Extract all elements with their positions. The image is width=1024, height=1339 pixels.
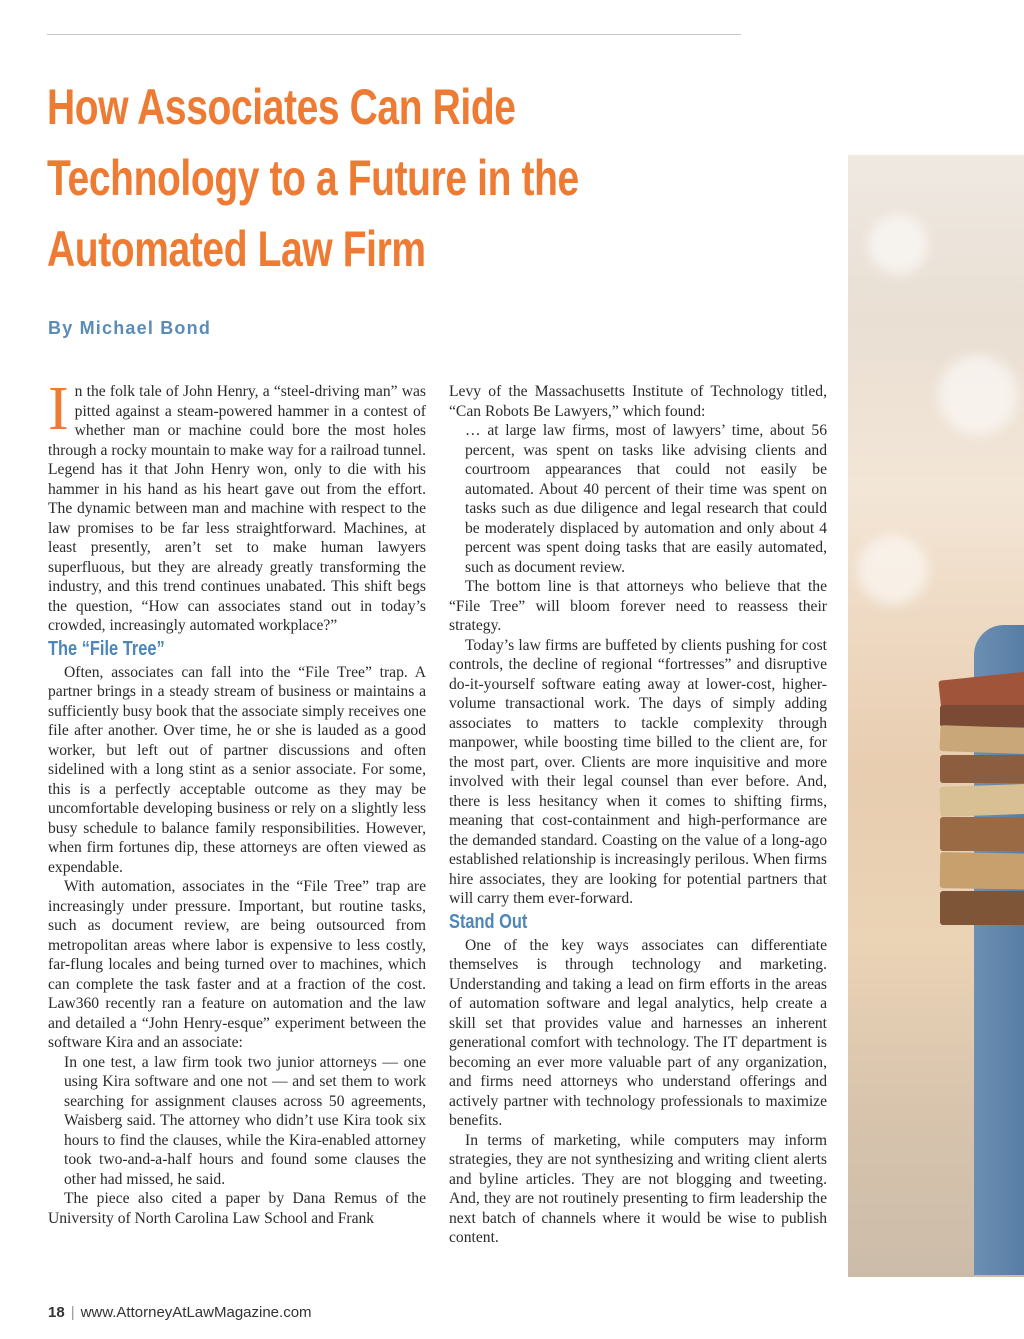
- subhead-stand-out: Stand Out: [449, 910, 528, 933]
- paragraph: One of the key ways associates can differentiate themselves is through technology and marketing. Understanding and taking a lead on firm efforts in the areas of automation software and legal analytics, help create a skill set that provides value and harnesses an inherent generational comfort with technology. The IT department is becoming an ever more valuable part of any organization, and firms need attorneys who understand offerings and actively partner with technology professionals to maximize benefits.: [449, 936, 827, 1129]
- photo-folder: [940, 817, 1024, 851]
- photo-bokeh: [938, 355, 1018, 435]
- block-quote: … at large law firms, most of lawyers’ time, about 56 percent, was spent on tasks like advising clients and courtroom appearances that could not easily be automated. About 40 percent of their time was spent on tasks such as due diligence and legal research that could be moderately displaced by automation and only about 4 percent was spent doing tasks that are easily automated, such as document review.: [465, 422, 827, 576]
- intro-text: n the folk tale of John Henry, a “steel-driving man” was pitted against a steam-powered hammer in a contest of whether man or machine could bore the most holes through a rocky mountain to make way for a railroad tunnel. Legend has it that John Henry won, only to die with his hammer in his hand as his heart gave out from the effort. The dynamic between man and machine with respect to the law promises to be far less straightforward. Machines, at least presently, aren’t set to make human lawyers superfluous, but they are already greatly transforming the industry, and this trend continues unabated. This shift begs the question, “How can associates stand out in today’s crowded, increasingly automated workplace?”: [48, 383, 426, 634]
- page-footer: [48, 1304, 312, 1321]
- photo-folder: [940, 891, 1024, 925]
- footer-divider: |: [70, 1304, 75, 1321]
- photo-folder: [940, 725, 1024, 755]
- byline: By Michael Bond: [48, 318, 212, 338]
- photo-file-stack: [940, 675, 1024, 925]
- article-photo: [848, 155, 1024, 1277]
- paragraph: Often, associates can fall into the “File Tree” trap. A partner brings in a steady stream of business or maintains a sufficiently busy book that the associate simply receives one file after another. Over time, he or she is lauded as a good worker, but left out of partner discussions and often sidelined with a long stint as a senior associate. For some, this is a perfectly acceptable outcome as they may be uncomfortable developing business or rely on a slightly less busy schedule to balance family responsibilities. However, when firm fortunes dip, these attorneys are often viewed as expendable.: [48, 663, 426, 876]
- photo-folder: [940, 783, 1024, 817]
- intro-paragraph: [48, 375, 426, 636]
- paragraph: Levy of the Massachusetts Institute of Technology titled, “Can Robots Be Lawyers,” which found:: [449, 383, 827, 420]
- article-title: How Associates Can Ride Technology to a Future in the Automated Law Firm: [47, 79, 579, 277]
- paragraph: With automation, associates in the “File Tree” trap are increasingly under pressure. Important, but routine tasks, such as document review, are being outsourced from metropolitan areas where labor is expensive to less costly, far-flung locales and being turned over to machines, which can complete the task faster and at a fraction of the cost. Law360 recently ran a feature on automation and the law and detailed a “John Henry-esque” experiment between the software Kira and an associate:: [48, 878, 426, 1051]
- paragraph: Today’s law firms are buffeted by clients pushing for cost controls, the decline of regional “fortresses” and disruptive do-it-yourself software eating away at lower-cost, higher-volume transactional work. The days of simply adding associates to matters to tackle complexity through manpower, while boosting time billed to the client are, for the most part, over. Clients are more inquisitive and more involved with their legal counsel than ever before. And, there is less hesitancy when it comes to shifting firms, meaning that cost-containment and high-performance are the demanded standard. Coasting on the value of a long-ago established relationship is increasingly perilous. When firms hire associates, they are looking for potential partners that will carry them ever-forward.: [449, 636, 827, 907]
- footer-website[interactable]: www.AttorneyAtLawMagazine.com: [80, 1304, 312, 1321]
- top-rule: [47, 34, 741, 35]
- photo-bokeh: [868, 215, 928, 275]
- drop-cap: I: [48, 375, 69, 443]
- photo-folder: [940, 755, 1024, 783]
- paragraph: The piece also cited a paper by Dana Remus of the University of North Carolina Law School and Frank: [48, 1190, 426, 1227]
- left-column: [48, 375, 426, 1228]
- photo-folder: [940, 705, 1024, 727]
- subhead-file-tree: The “File Tree”: [48, 637, 165, 660]
- photo-bokeh: [858, 535, 928, 605]
- page-number: 18: [48, 1304, 65, 1321]
- paragraph: The bottom line is that attorneys who believe that the “File Tree” will bloom forever need to reassess their strategy.: [449, 578, 827, 634]
- photo-folder: [940, 852, 1024, 890]
- paragraph: In terms of marketing, while computers may inform strategies, they are not synthesizing and writing client alerts and byline articles. They are not blogging and tweeting. And, they are not routinely presenting to firm leadership the next batch of channels where it would be wise to publish content.: [449, 1131, 827, 1246]
- right-column: [449, 382, 827, 1248]
- block-quote: In one test, a law firm took two junior attorneys — one using Kira software and one not — and set them to work searching for assignment clauses across 50 agreements, Waisberg said. The attorney who didn’t use Kira took six hours to find the clauses, while the Kira-enabled attorney took two-and-a-half hours and found some clauses the other had missed, he said.: [64, 1053, 426, 1188]
